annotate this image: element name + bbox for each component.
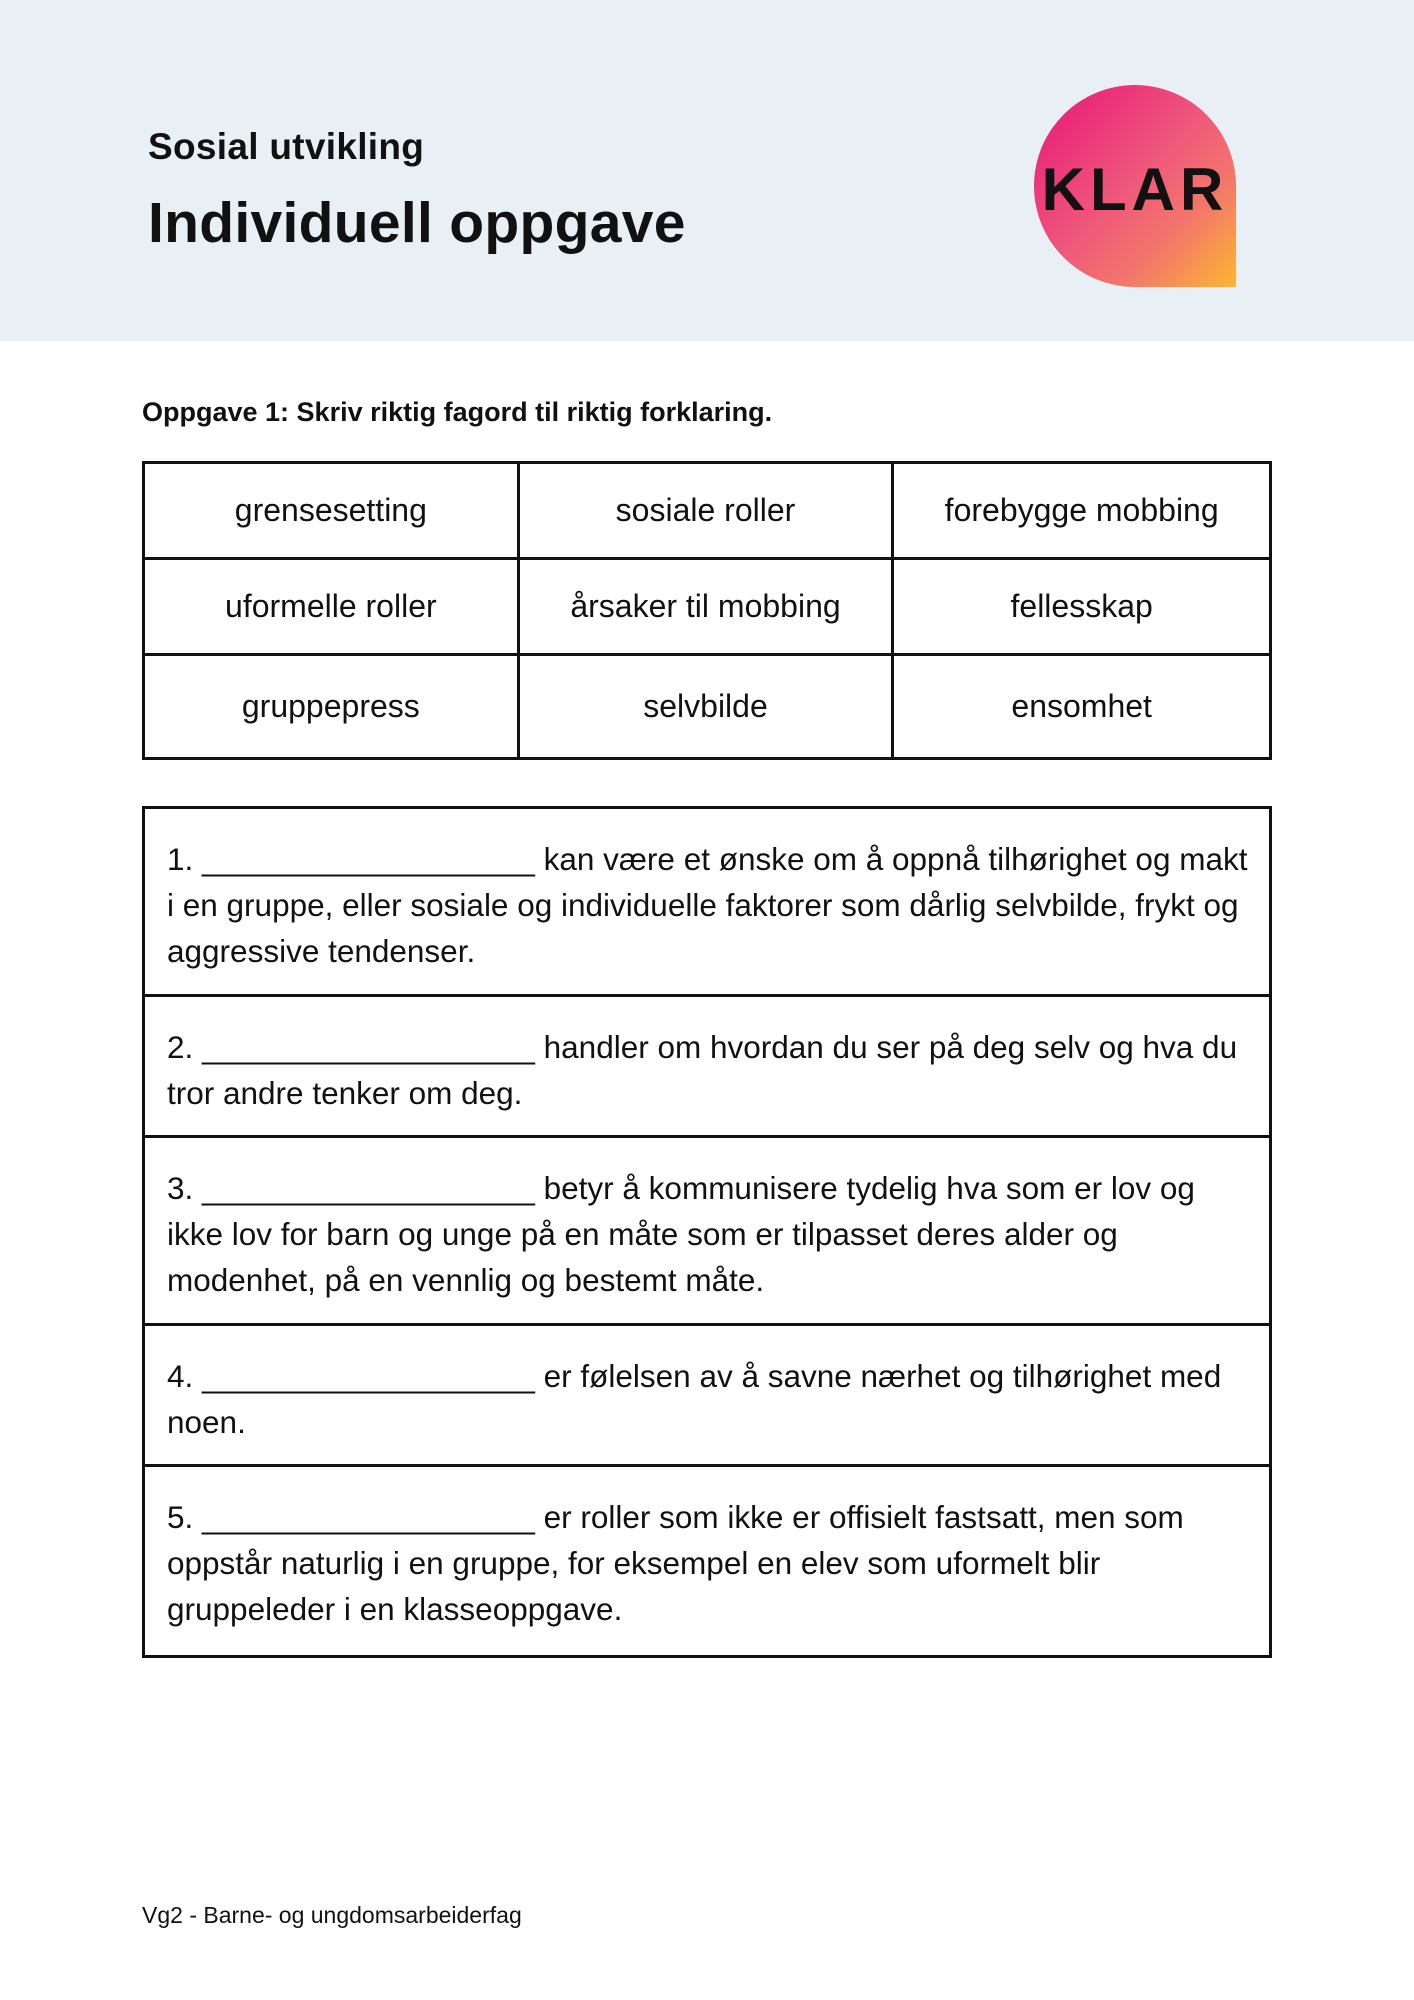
klar-logo: [1034, 85, 1236, 287]
term-cell: selvbilde: [520, 656, 895, 757]
header-banner: [0, 0, 1414, 341]
page-title: Individuell oppgave: [148, 191, 686, 255]
terms-table: [142, 461, 1272, 760]
sentence-row-4: 4. ___________________ er følelsen av å savne nærhet og tilhørighet med noen.: [145, 1326, 1269, 1467]
sentence-row-2: 2. ___________________ handler om hvordan du ser på deg selv og hva du tror andre tenker om deg.: [145, 997, 1269, 1138]
sentence-row-1: 1. ___________________ kan være et ønske om å oppnå tilhørighet og makt i en gruppe, eller sosiale og individuelle faktorer som dårlig selvbilde, frykt og aggressive tendenser.: [145, 809, 1269, 997]
term-cell: ensomhet: [1011, 688, 1152, 724]
sentence-row-3: 3. ___________________ betyr å kommunisere tydelig hva som er lov og ikke lov for barn og unge på en måte som er tilpasset deres alder og modenhet, på en vennlig og bestemt måte.: [145, 1138, 1269, 1326]
term-cell: fellesskap: [894, 560, 1269, 656]
footer-text: Vg2 - Barne- og ungdomsarbeiderfag: [142, 1902, 522, 1928]
term-cell: gruppepress: [145, 656, 520, 757]
task-instruction: Oppgave 1: Skriv riktig fagord til riktig forklaring.: [142, 397, 773, 427]
logo-text: KLAR: [1041, 156, 1229, 223]
term-cell: sosiale roller: [520, 464, 895, 560]
term-cell: forebygge mobbing: [894, 464, 1269, 560]
sentence-row-5: 5. ___________________ er roller som ikke er offisielt fastsatt, men som oppstår naturlig i en gruppe, for eksempel en elev som uformelt blir gruppeleder i en klasseoppgave.: [167, 1499, 1184, 1627]
term-cell: grensesetting: [145, 464, 520, 560]
term-cell: årsaker til mobbing: [520, 560, 895, 656]
subject-heading: Sosial utvikling: [148, 126, 425, 167]
term-cell: uformelle roller: [145, 560, 520, 656]
sentences-table: [142, 806, 1272, 1658]
